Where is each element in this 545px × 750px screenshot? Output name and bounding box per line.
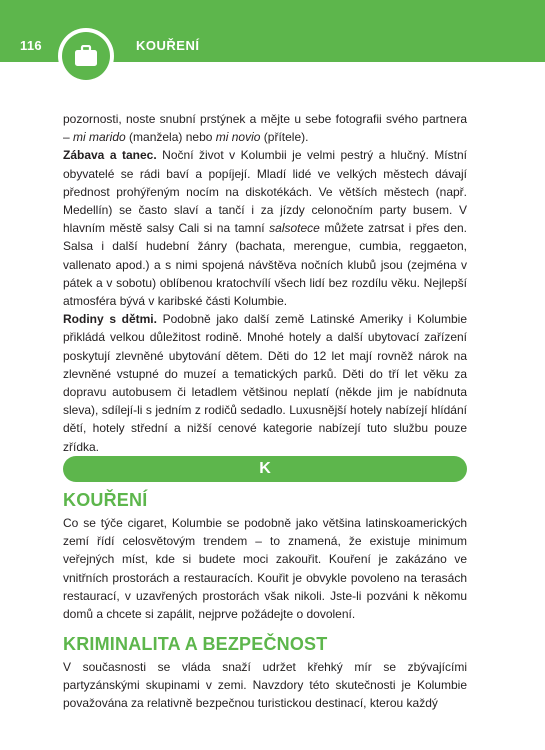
section-badge: [58, 28, 114, 84]
paragraph-families: Rodiny s dětmi. Podobně jako další země Latinské Ameriky i Kolumbie přikládá velkou důležitost rodině. Mnohé hotely a další ubytovací zařízení poskytují zlevněné ubytování dětem. Děti do 12 let mají rovněž nárok na zlevněné vstupné do muzeí a tematických parků. Děti do tří let věku za dopravu autobusem či letadlem většinou neplatí (někde jim je nabídnuta sleva), sdílejí-li s jedním z rodičů sedadlo. Luxusnější hotely nabízejí hlídání dětí, hotely střední a nižší cenové kategorie nabízejí tuto službu pouze zřídka.: [63, 312, 467, 454]
paragraph-heading: Rodiny s dětmi.: [63, 312, 157, 327]
intro-text: [63, 110, 467, 456]
smoking-text: Co se týče cigaret, Kolumbie se podobně jako většina latinskoamerických zemí řídí celosvětovým trendem – to znamená, že existuje minimum veřejných míst, kde si budete moci zakouřit. Kouření je zakázáno ve vnitřních prostorách a restauracích. Kouřit je obvykle povoleno na terasách restaurací, v uzavřených prostorách však nikoli. Jste-li pozváni k někomu domů a chcete si zapálit, nejprve požádejte o dovolení.: [63, 516, 467, 622]
heading-crime: KRIMINALITA A BEZPEČNOST: [63, 634, 328, 654]
paragraph-heading: Zábava a tanec.: [63, 148, 157, 163]
page-number: 116: [20, 38, 42, 53]
briefcase-icon: [74, 45, 98, 67]
heading-smoking: KOUŘENÍ: [63, 490, 148, 510]
section-title: KOUŘENÍ: [136, 38, 200, 53]
letter-divider: K: [63, 456, 467, 482]
paragraph-nightlife: Zábava a tanec. Noční život v Kolumbii je velmi pestrý a hlučný. Místní obyvatelé se rádi baví a popíjejí. Mladí lidé ve velkých městech dávají přednost prohýřeným nocím na diskotékách. Ve větších městech (např. Medellín) se často slaví a tančí i za jízdy celonočním party busem. V hlavním městě salsy Cali si na tamní salsotece můžete zatrsat i přes den. Salsa i další hudební žánry (bachata, merengue, cumbia, reggaeton, vallenato apod.) a s nimi spojená návštěva nočních klubů jsou (zejména v pátek a v sobotu) oblíbenou kratochvílí všech lidí bez rozdílu věku. Nejlepší atmosféra bývá v karibské části Kolumbie.: [63, 148, 467, 309]
crime-text: V současnosti se vláda snaží udržet křehký mír se zbývajícími partyzánskými skupinami v zemi. Navzdory této skutečnosti je Kolumbie považována za relativně bezpečnou turistickou destinací, kterou každý: [63, 660, 467, 711]
paragraph: pozornosti, noste snubní prstýnek a mějte u sebe fotografii svého partnera – mi marido (manžela) nebo mi novio (přítele).: [63, 112, 467, 145]
